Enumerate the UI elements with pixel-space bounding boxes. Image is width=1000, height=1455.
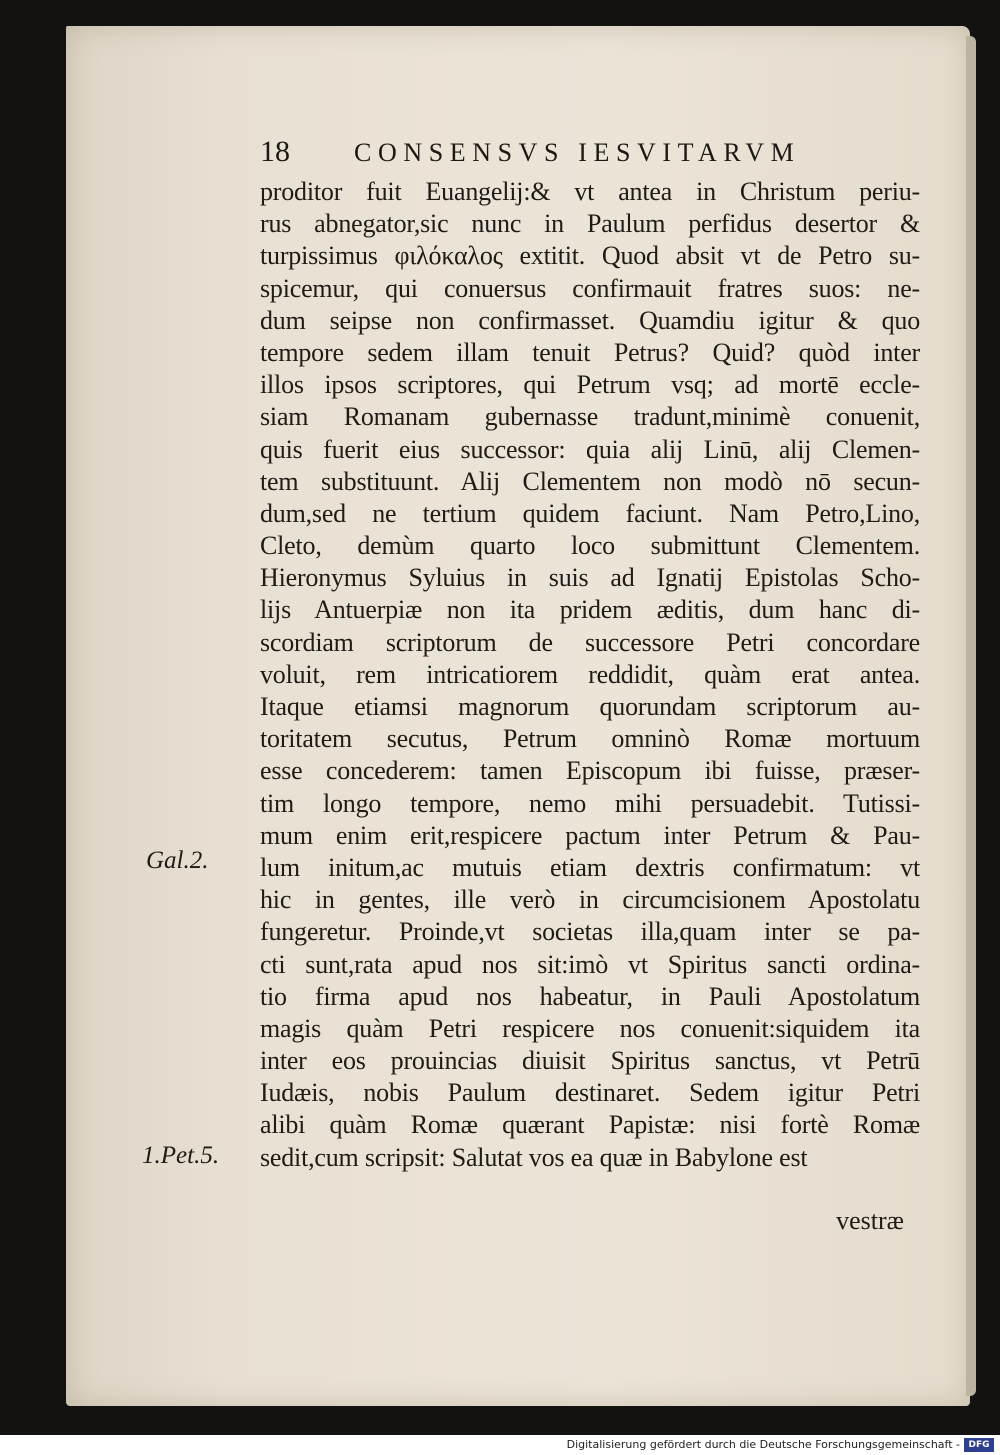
text-line: spicemur, qui conuersus confirmauit fratres suos: ne-: [260, 273, 920, 303]
text-line: proditor fuit Euangelij:& vt antea in Christum periu-: [260, 177, 920, 206]
catchword: vestræ: [836, 1206, 904, 1235]
text-line: tem substituunt. Alij Clementem non modò nō secun-: [260, 466, 920, 496]
dfg-logo: DFG: [964, 1438, 994, 1452]
text-line: Iudæis, nobis Paulum destinaret. Sedem igitur Petri: [260, 1078, 920, 1108]
page-number: 18: [260, 135, 290, 168]
text-line: rus abnegator,sic nunc in Paulum perfidus desertor &: [260, 209, 920, 239]
body-text: [260, 176, 920, 1174]
text-line: sedit,cum scripsit: Salutat vos ea quæ in Babylone est: [260, 1142, 808, 1172]
footer-credit: Digitalisierung gefördert durch die Deutsche Forschungsgemeinschaft -: [566, 1438, 960, 1451]
text-line: dum,sed ne tertium quidem faciunt. Nam Petro,Lino,: [260, 498, 920, 528]
text-line: mum enim erit,respicere pactum inter Petrum & Pau-: [260, 820, 920, 850]
text-line: illos ipsos scriptores, qui Petrum vsq; ad mortē eccle-: [260, 370, 920, 400]
marginal-note-gal: Gal.2.: [146, 847, 209, 874]
text-line: lum initum,ac mutuis etiam dextris confirmatum: vt: [260, 852, 920, 882]
text-line: toritatem secutus, Petrum omninò Romæ mortuum: [260, 724, 920, 754]
text-line: alibi quàm Romæ quærant Papistæ: nisi fortè Romæ: [260, 1110, 920, 1140]
footer-bar: [0, 1435, 1000, 1455]
text-line: Cleto, demùm quarto loco submittunt Clementem.: [260, 531, 920, 561]
text-line: tim longo tempore, nemo mihi persuadebit. Tutissi-: [260, 788, 920, 818]
text-line: dum seipse non confirmasset. Quamdiu igitur & quo: [260, 305, 920, 335]
text-line: esse concederem: tamen Episcopum ibi fuisse, præser-: [260, 756, 920, 786]
text-line: lijs Antuerpiæ non ita pridem æditis, dum hanc di-: [260, 595, 920, 625]
running-head: CONSENSVS IESVITARVM: [354, 138, 801, 167]
text-line: scordiam scriptorum de successore Petri concordare: [260, 627, 920, 657]
text-line: quis fuerit eius successor: quia alij Linū, alij Clemen-: [260, 434, 920, 464]
marginal-note-pet: 1.Pet.5.: [142, 1142, 220, 1169]
text-line: fungeretur. Proinde,vt societas illa,quam inter se pa-: [260, 917, 920, 947]
text-line: Itaque etiamsi magnorum quorundam scriptorum au-: [260, 692, 920, 721]
text-line: voluit, rem intricatiorem reddidit, quàm erat antea.: [260, 659, 920, 689]
page-header: [260, 134, 910, 174]
text-line: tio firma apud nos habeatur, in Pauli Apostolatum: [260, 981, 920, 1011]
text-line: Hieronymus Syluius in suis ad Ignatij Epistolas Scho-: [260, 563, 920, 593]
text-line: hic in gentes, ille verò in circumcisionem Apostolatu: [260, 885, 920, 915]
text-line: turpissimus φιλόκαλος extitit. Quod absit vt de Petro su-: [260, 241, 920, 271]
text-line: magis quàm Petri respicere nos conuenit:siquidem ita: [260, 1013, 920, 1043]
text-line: siam Romanam gubernasse tradunt,minimè conuenit,: [260, 402, 920, 432]
text-line: cti sunt,rata apud nos sit:imò vt Spiritus sancti ordina-: [260, 949, 920, 979]
page-edge: [966, 36, 976, 1396]
text-line: tempore sedem illam tenuit Petrus? Quid? quòd inter: [260, 337, 920, 367]
text-line: inter eos prouincias diuisit Spiritus sanctus, vt Petrū: [260, 1046, 920, 1076]
